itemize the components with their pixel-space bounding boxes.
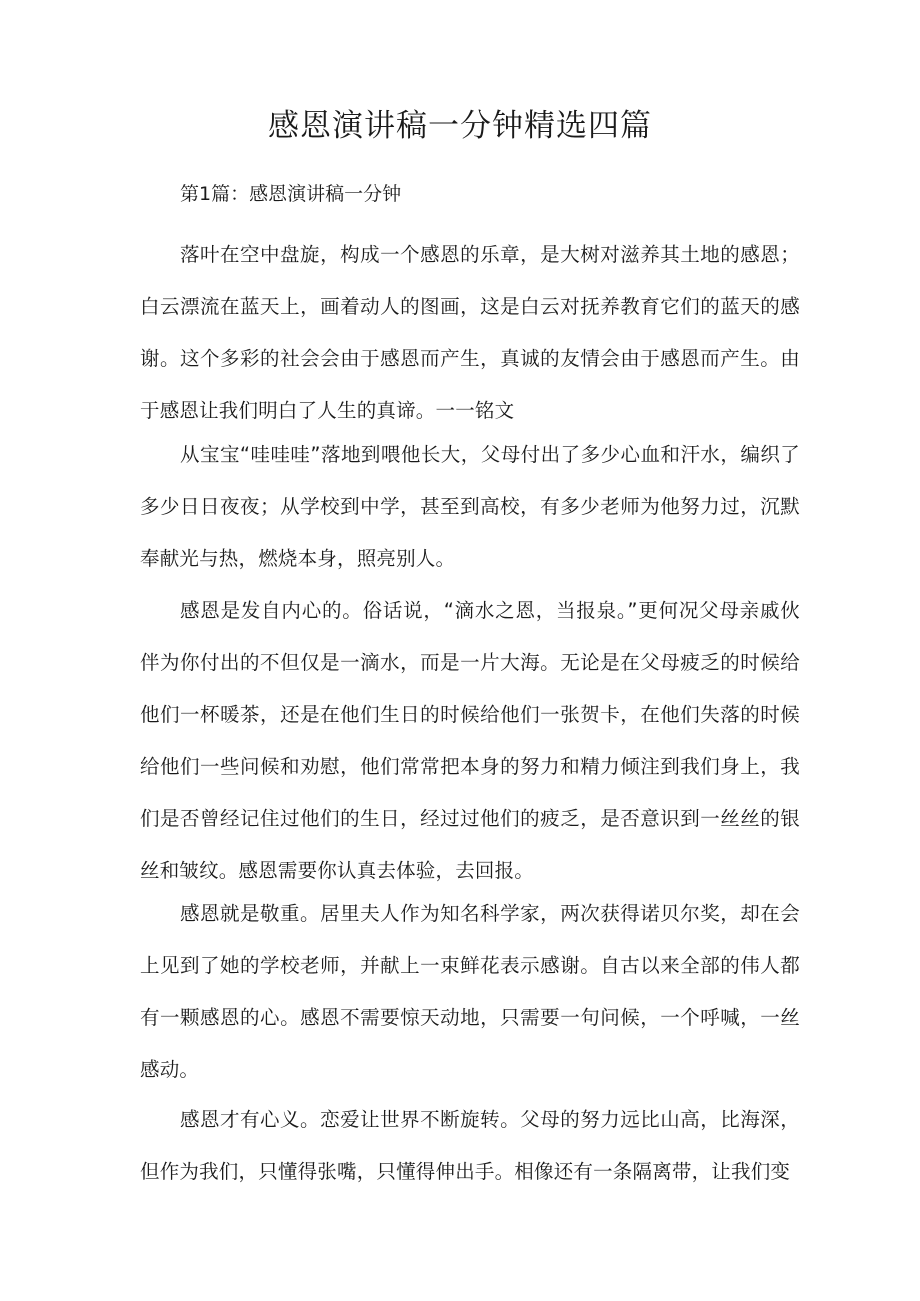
paragraph: 感恩就是敬重。居里夫人作为知名科学家，两次获得诺贝尔奖，却在会上见到了她的学校老师，并献上一束鲜花表示感谢。自古以来全部的伟人都有一颗感恩的心。感恩不需要惊天动地，只需要一句问候，一个呼喊，一丝感动。 — [140, 902, 800, 1081]
section-heading: 第1篇：感恩演讲稿一分钟 — [180, 183, 402, 205]
paragraph: 落叶在空中盘旋，构成一个感恩的乐章，是大树对滋养其土地的感恩；白云漂流在蓝天上，画着动人的图画，这是白云对抚养教育它们的蓝天的感谢。这个多彩的社会会由于感恩而产生，真诚的友情会由于感恩而产生。由于感恩让我们明白了人生的真谛。一一铭文 — [140, 243, 800, 422]
paragraph: 感恩是发自内心的。俗话说，“滴水之恩，当报泉。”更何况父母亲戚伙伴为你付出的不但仅是一滴水，而是一片大海。无论是在父母疲乏的时候给他们一杯暖茶，还是在他们生日的时候给他们一张贺卡，在他们失落的时候给他们一些问候和劝慰，他们常常把本身的努力和精力倾注到我们身上，我们是否曾经记住过他们的生日，经过过他们的疲乏，是否意识到一丝丝的银丝和皱纹。感恩需要你认真去体验，去回报。 — [140, 599, 800, 882]
paragraph: 感恩才有心义。恋爱让世界不断旋转。父母的努力远比山高，比海深，但作为我们，只懂得张嘴，只懂得伸出手。相像还有一条隔离带，让我们变 — [140, 1108, 800, 1183]
paragraph: 从宝宝“哇哇哇”落地到喂他长大，父母付出了多少心血和汗水，编织了多少日日夜夜；从学校到中学，甚至到高校，有多少老师为他努力过，沉默奉献光与热，燃烧本身，照亮别人。 — [140, 443, 800, 570]
document-title: 感恩演讲稿一分钟精选四篇 — [268, 108, 652, 144]
